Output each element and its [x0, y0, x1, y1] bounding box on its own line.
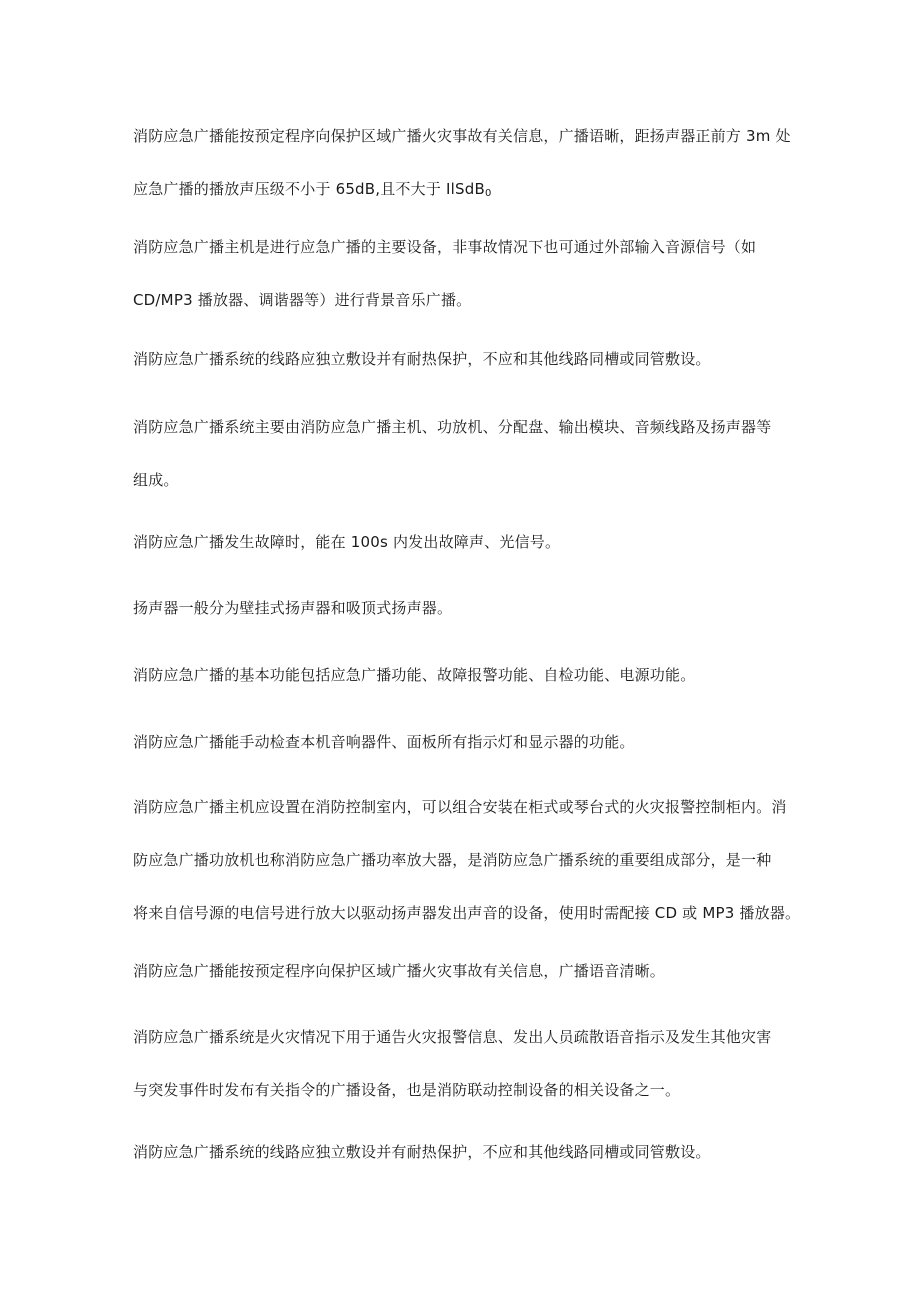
- paragraph-8: [133, 732, 803, 752]
- paragraph-line: 扬声器一般分为壁挂式扬声器和吸顶式扬声器。: [133, 599, 453, 617]
- paragraph-line: 消防应急广播的基本功能包括应急广播功能、故障报警功能、自检功能、电源功能。: [133, 666, 696, 684]
- paragraph-line: 消防应急广播能按预定程序向保护区域广播火灾事故有关信息，广播语音清晰。: [133, 962, 666, 980]
- paragraph-line: 消防应急广播系统的线路应独立敷设并有耐热保护，不应和其他线路同槽或同管敷设。: [133, 350, 711, 368]
- paragraph-9: [133, 797, 803, 923]
- paragraph-line: 消防应急广播能按预定程序向保护区域广播火灾事故有关信息，广播语晰，距扬声器正前方 3m 处: [133, 127, 791, 145]
- paragraph-1: [133, 126, 803, 199]
- paragraph-line: 消防应急广播系统是火灾情况下用于通告火灾报警信息、发出人员疏散语音指示及发生其他灾害: [133, 1028, 772, 1046]
- paragraph-line: CD/MP3 播放器、调谐器等）进行背景音乐广播。: [133, 291, 472, 309]
- paragraph-line: 防应急广播功放机也称消防应急广播功率放大器，是消防应急广播系统的重要组成部分，是一种: [133, 851, 772, 869]
- subscript-zero: 0: [484, 188, 492, 199]
- paragraph-line: 消防应急广播系统的线路应独立敷设并有耐热保护，不应和其他线路同槽或同管敷设。: [133, 1143, 711, 1161]
- paragraph-line: 消防应急广播发生故障时，能在 100s 内发出故障声、光信号。: [133, 533, 561, 551]
- paragraph-line: 消防应急广播主机应设置在消防控制室内，可以组合安装在柜式或琴台式的火灾报警控制柜内。消: [133, 798, 787, 816]
- paragraph-line: 消防应急广播能手动检查本机音响器件、面板所有指示灯和显示器的功能。: [133, 733, 635, 751]
- paragraph-line: 消防应急广播系统主要由消防应急广播主机、功放机、分配盘、输出模块、音频线路及扬声器等: [133, 418, 772, 436]
- paragraph-line: 组成。: [133, 471, 179, 489]
- paragraph-7: [133, 665, 803, 685]
- paragraph-line: 消防应急广播主机是进行应急广播的主要设备，非事故情况下也可通过外部输入音源信号（如: [133, 238, 757, 256]
- paragraph-line: 与突发事件时发布有关指令的广播设备，也是消防联动控制设备的相关设备之一。: [133, 1081, 681, 1099]
- paragraph-5: [133, 532, 803, 552]
- paragraph-11: [133, 1027, 803, 1100]
- paragraph-line: 将来自信号源的电信号进行放大以驱动扬声器发出声音的设备，使用时需配接 CD 或 MP3 播放器。: [133, 904, 801, 922]
- paragraph-10: [133, 961, 803, 981]
- paragraph-4: [133, 417, 803, 490]
- paragraph-2: [133, 237, 803, 310]
- paragraph-line: [133, 179, 803, 199]
- paragraph-12: [133, 1142, 803, 1162]
- paragraph-3: [133, 349, 803, 369]
- paragraph-6: [133, 598, 803, 618]
- line-text: 应急广播的播放声压级不小于 65dB,且不大于 IlSdB: [133, 180, 485, 198]
